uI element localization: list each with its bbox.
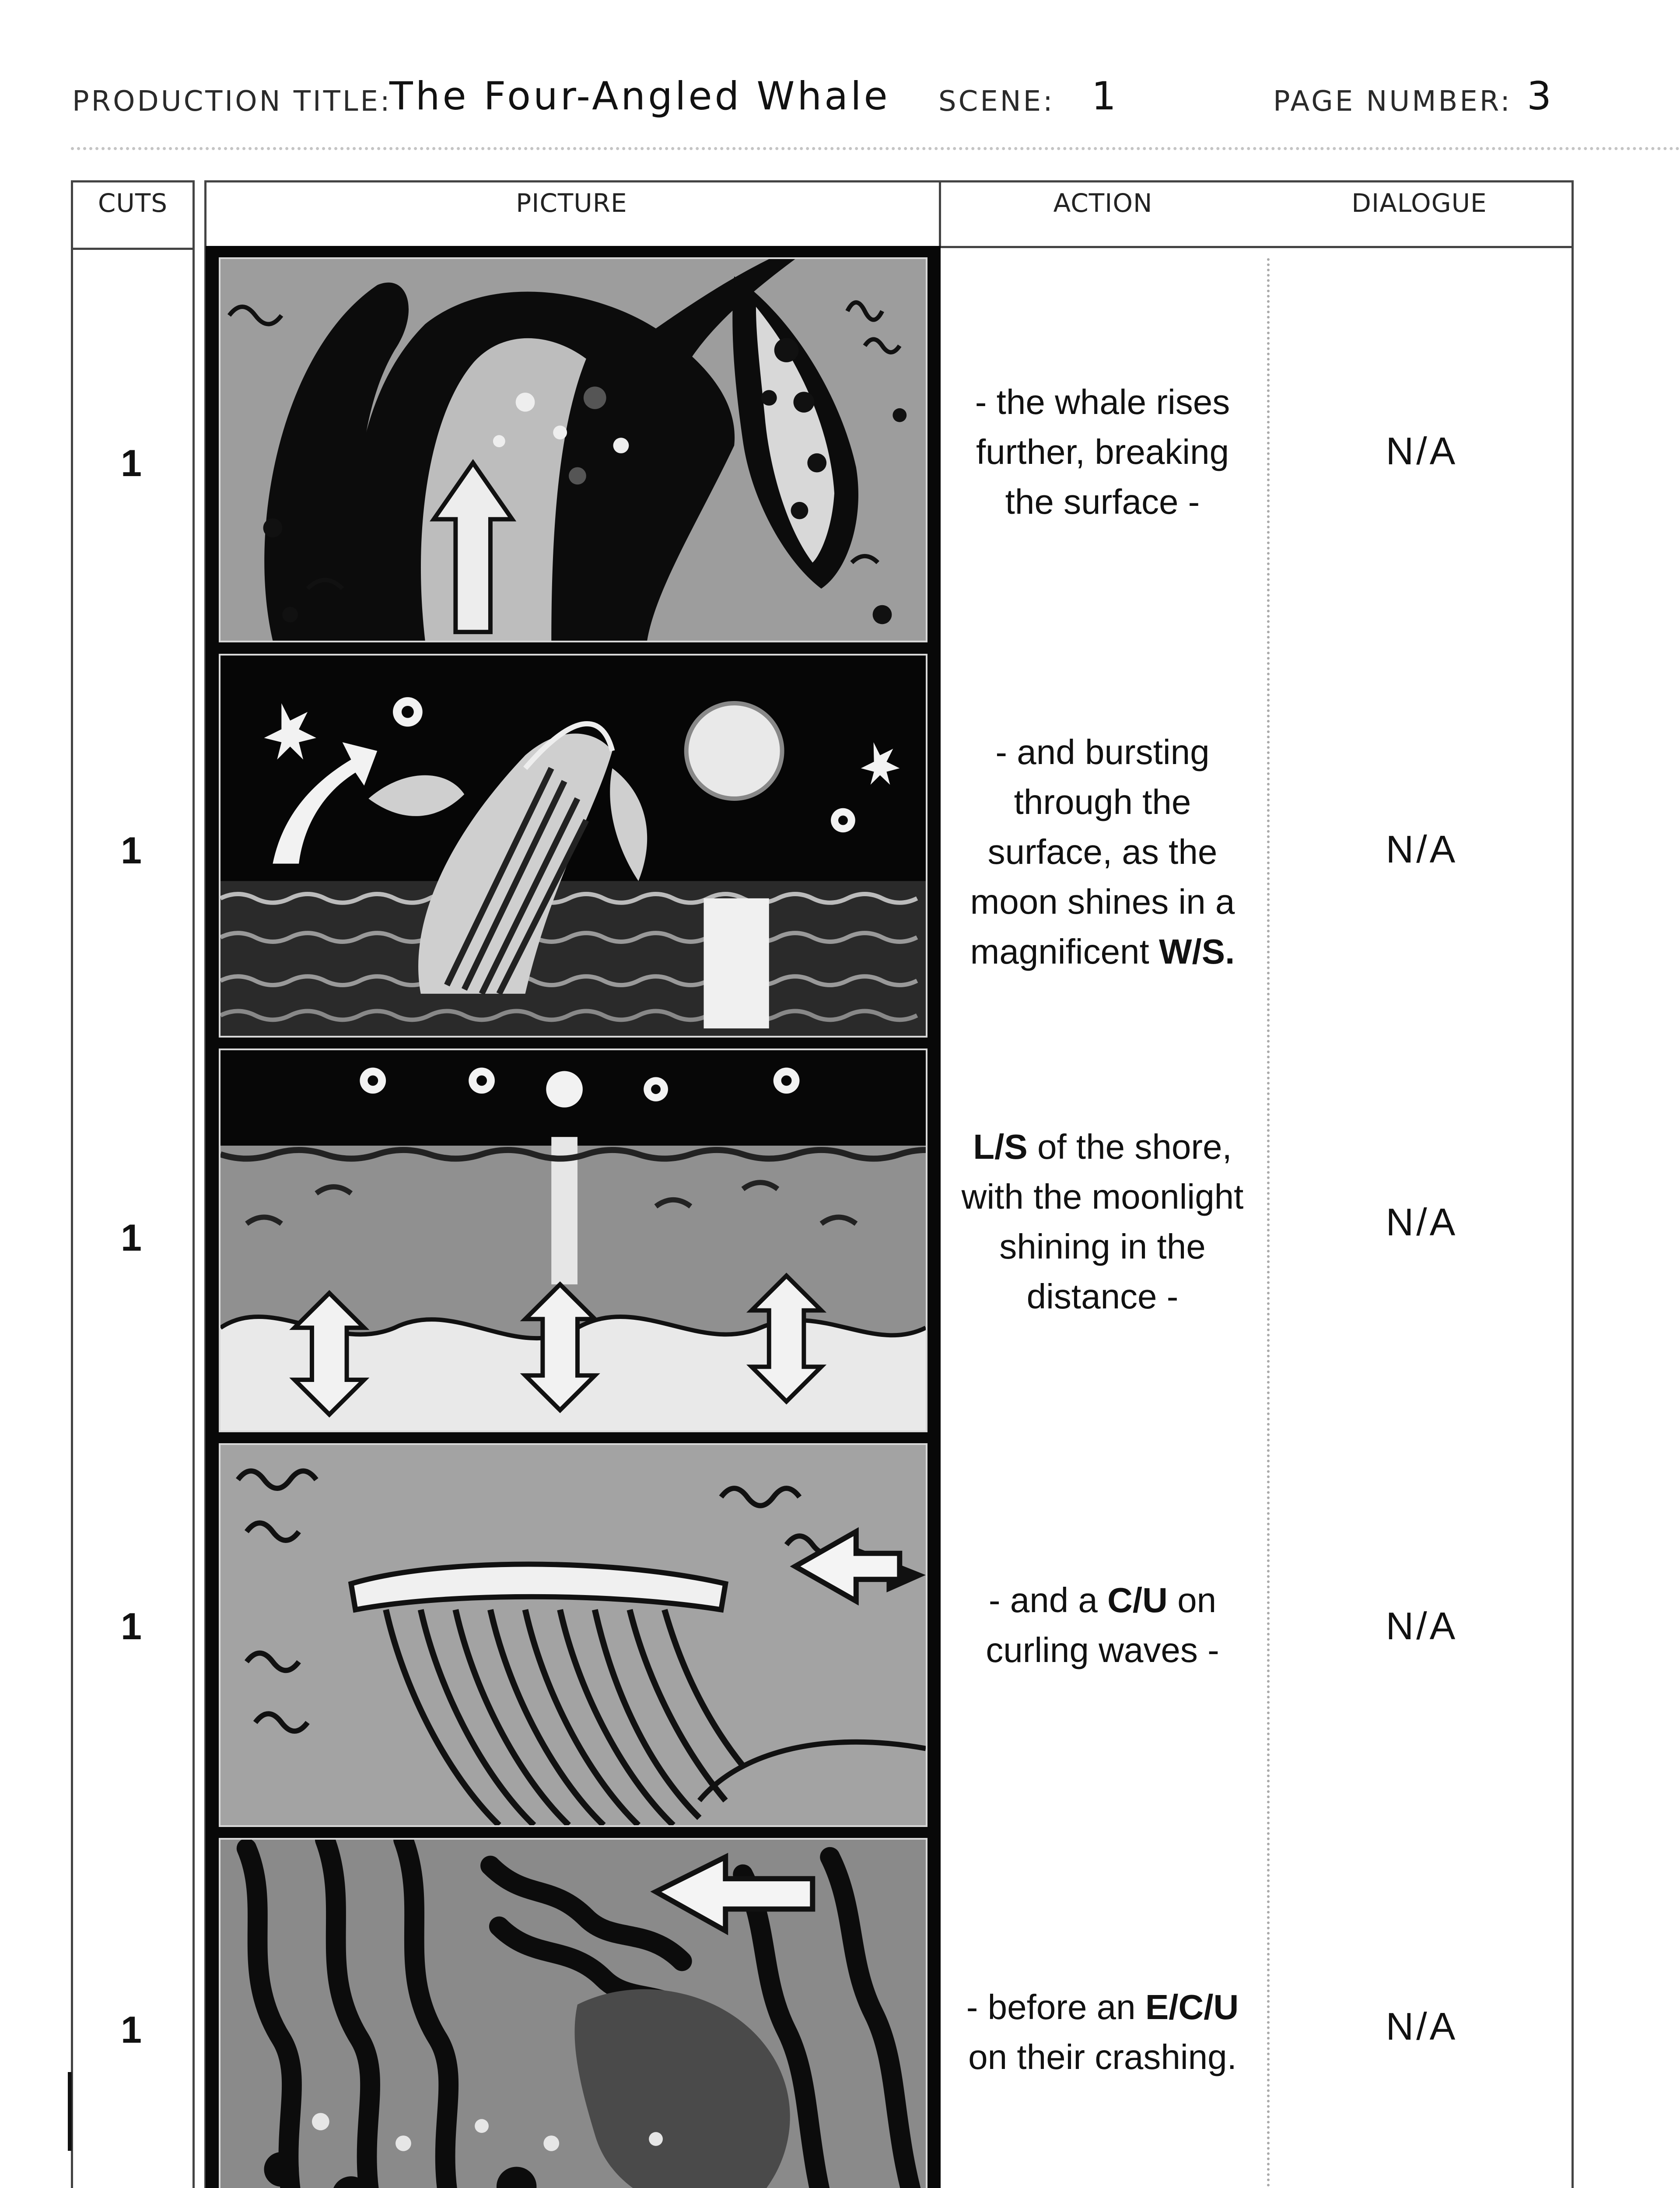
storyboard-panel-whale-breach: [219, 654, 928, 1038]
action-line: [945, 1575, 1260, 1625]
column-header-dialogue: DIALOGUE: [1351, 188, 1487, 218]
cuts-header-divider: [71, 248, 195, 250]
action-dialogue-divider: [1267, 258, 1270, 2188]
cut-number-4: 1: [121, 1606, 142, 1648]
action-line: [945, 1982, 1260, 2032]
storyboard-panel-curling-waves: [219, 1443, 928, 1827]
production-title-label: PRODUCTION TITLE:: [72, 85, 392, 118]
whale-rising-illustration: [220, 259, 926, 641]
column-header-action: ACTION: [1053, 188, 1153, 218]
action-line: further, breaking: [976, 432, 1229, 471]
action-text-2: [945, 727, 1260, 977]
table-top-border: [204, 180, 1574, 182]
action-text-1: [945, 377, 1260, 527]
action-text: - before an: [966, 1988, 1145, 2027]
cut-number-3: 1: [121, 1217, 142, 1259]
storyboard-panel-crashing: [219, 1838, 928, 2188]
action-line: [945, 927, 1260, 977]
action-line: - the whale rises: [975, 382, 1230, 421]
action-line: through the: [1014, 782, 1191, 821]
action-text: of the shore,: [1027, 1127, 1232, 1166]
action-line: [945, 1122, 1260, 1172]
scene-label: SCENE:: [938, 85, 1055, 118]
action-text: on: [1167, 1581, 1217, 1620]
shot-type-cu: C/U: [1107, 1581, 1168, 1620]
action-line: - and bursting: [995, 733, 1210, 771]
dialogue-text-3: N/A: [1386, 1200, 1458, 1244]
cut-number-2: 1: [121, 830, 142, 872]
dialogue-text-2: N/A: [1386, 828, 1458, 871]
dialogue-text-1: N/A: [1386, 429, 1458, 473]
shot-type-ecu: E/C/U: [1145, 1988, 1239, 2027]
column-header-cuts: CUTS: [98, 188, 168, 218]
action-line: surface, as the: [987, 832, 1218, 871]
action-text-3: [945, 1122, 1260, 1322]
storyboard-panel-shore: [219, 1048, 928, 1432]
header-divider: [71, 147, 1680, 150]
shot-type-ws: W/S.: [1159, 932, 1235, 971]
action-line: shining in the: [999, 1227, 1206, 1266]
action-line: moon shines in a: [970, 882, 1235, 921]
dialogue-text-5: N/A: [1386, 2005, 1458, 2048]
shore-illustration: [220, 1050, 926, 1431]
page-number-label: PAGE NUMBER:: [1273, 85, 1512, 118]
action-line: the surface -: [1005, 482, 1200, 521]
dialogue-text-4: N/A: [1386, 1604, 1458, 1648]
cut-number-1: 1: [121, 442, 142, 484]
action-text-5: [945, 1982, 1260, 2082]
table-right-border: [1572, 180, 1574, 2188]
action-line: curling waves -: [986, 1630, 1219, 1669]
action-line: on their crashing.: [968, 2037, 1237, 2076]
whale-breach-illustration: [220, 656, 926, 1036]
action-text: magnificent: [970, 932, 1159, 971]
crashing-waves-illustration: [220, 1840, 926, 2188]
column-header-picture: PICTURE: [516, 188, 627, 218]
curling-waves-illustration: [220, 1445, 926, 1825]
production-title: The Four-Angled Whale: [389, 74, 890, 119]
action-text: - and a: [988, 1581, 1108, 1620]
action-text-4: [945, 1575, 1260, 1675]
storyboard-panel-whale-rising: [219, 257, 928, 642]
action-line: with the moonlight: [961, 1177, 1244, 1216]
shot-type-ls: L/S: [973, 1127, 1028, 1166]
cut-number-5: 1: [121, 2009, 142, 2051]
header-row-divider: [939, 246, 1574, 248]
edge-mark: [68, 2072, 72, 2151]
page-number: 3: [1527, 74, 1554, 119]
scene-number: 1: [1092, 74, 1119, 119]
action-line: distance -: [1026, 1277, 1179, 1316]
